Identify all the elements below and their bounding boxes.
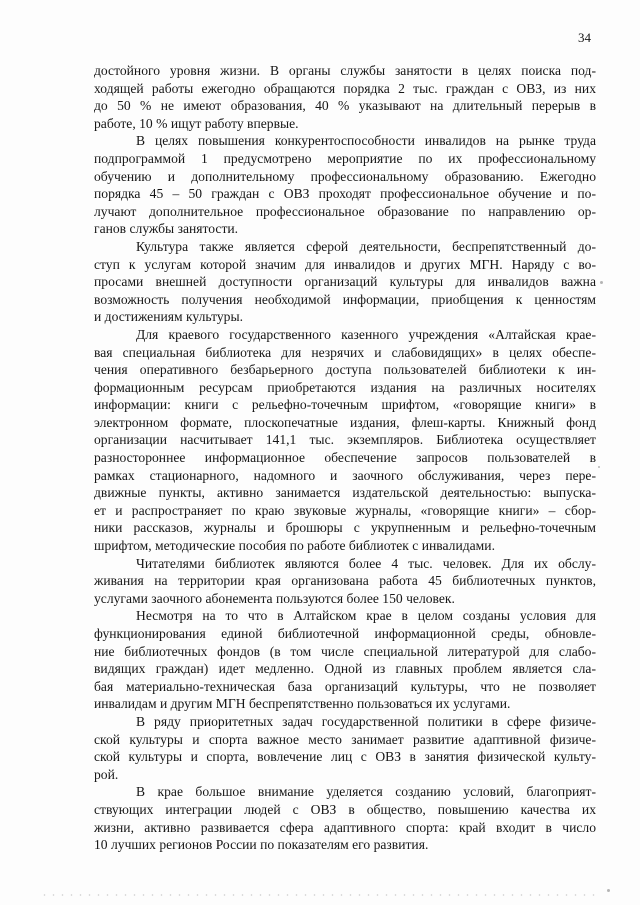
text-line: обучению и дополнительному профессиональному образованию. Ежегодно [94,168,596,184]
paragraph [94,555,596,608]
text-line: ступ к услугам которой значим для инвалидов и других МГН. Наряду с во- [94,256,596,272]
text-line: жизни, активно развивается сфера адаптивного спорта: край входит в число [94,819,596,835]
text-line: лучают дополнительное профессиональное образование по направлению ор- [94,203,596,219]
text-line: порядка 45 – 50 граждан с ОВЗ проходят профессиональное обучение и по- [94,186,596,202]
text-line: и достижениям культуры. [94,309,243,325]
text-line: организации насчитывает 141,1 тыс. экземпляров. Библиотека осуществляет [94,432,596,448]
text-line: Культура также является сферой деятельности, беспрепятственный до- [136,238,596,254]
text-line: ние библиотечных фондов (в том числе специальной литературой для слабо- [94,643,596,659]
text-line: функционирования единой библиотечной информационной среды, обновле- [94,626,596,641]
text-line: до 50 % не имеют образования, 40 % указывают на длительный перерыв в [94,98,596,114]
text-line: ской культуры и спорта важное место занимает развитие адаптивной физиче- [94,731,596,747]
text-line: ет и распространяет по краю звуковые журналы, «говорящие книги» – сбор- [94,502,596,518]
scan-speck [600,281,603,284]
text-line: Несмотря на то что в Алтайском крае в целом созданы условия для [136,608,596,624]
text-line: ходящей работы ежегодно обращаются порядка 2 тыс. граждан с ОВЗ, из них [94,80,596,96]
text-line: В целях повышения конкурентоспособности инвалидов на рынке труда [136,133,596,149]
text-line: рой. [94,766,119,782]
text-line: просами внешней доступности организаций культуры для инвалидов важна [94,274,596,290]
paragraph [94,713,596,783]
text-line: ской культуры и спорта, вовлечение лиц с ОВЗ в занятия физической культу- [94,749,596,765]
text-line: работе, 10 % ищут работу впервые. [94,115,299,131]
text-line: В ряду приоритетных задач государственной политики в сфере физиче- [136,713,596,729]
text-line: вая специальная библиотека для незрячих и слабовидящих» в целях обеспе- [94,344,596,360]
text-line: инвалидам и другим МГН беспрепятственно пользоваться их услугами. [94,696,511,712]
text-line: разностороннее информационное обеспечение запросов пользователей в [94,450,596,466]
paragraph [94,326,596,555]
scan-speck [598,466,600,468]
text-line: достойного уровня жизни. В органы службы занятости в целях поиска под- [94,63,596,78]
text-line: шрифтом, методические пособия по работе библиотек с инвалидами. [94,538,495,554]
text-line: Для краевого государственного казенного учреждения «Алтайская крае- [136,326,596,342]
text-line: услугами заочного абонемента пользуются более 150 человек. [94,590,455,606]
paragraph [94,607,596,713]
paragraph [94,783,596,853]
scan-speck [607,889,610,892]
paragraph [94,62,596,132]
text-line: чения оперативного безбарьерного доступа пользователей библиотеки к ин- [94,362,596,378]
text-line: электронном формате, плоскопечатные издания, флеш-карты. Книжный фонд [94,414,596,430]
text-line: видящих граждан) идет медленно. Одной из главных проблем является сла- [94,661,596,677]
paragraph [94,132,596,238]
scan-noise-strip [40,893,600,897]
text-line: 10 лучших регионов России по показателям его развития. [94,837,429,853]
text-line: рамках стационарного, надомного и заочного обслуживания, через пере- [94,467,596,483]
text-line: ники рассказов, журналы и брошюры с укрупненным и рельефно-точечным [94,520,596,536]
text-line: подпрограммой 1 предусмотрено мероприятие по их профессиональному [94,150,596,166]
text-line: Читателями библиотек являются более 4 тыс. человек. Для их обслу- [136,555,596,571]
text-line: бая материально-техническая база организаций культуры, что не позволяет [94,678,596,694]
paragraph [94,238,596,326]
text-line: возможность получения необходимой информации, приобщения к ценностям [94,291,596,307]
text-line: движные пункты, активно занимается издательской деятельностью: выпуска- [94,485,596,501]
page-number: 34 [578,30,591,45]
text-line: В крае большое внимание уделяется созданию условий, благоприят- [136,784,596,800]
text-line: информации: книги с рельефно-точечным шрифтом, «говорящие книги» в [94,397,596,413]
text-line: формационным ресурсам приобретаются издания на различных носителях [94,379,596,395]
text-line: ганов службы занятости. [94,221,239,237]
text-line: ствующих интеграции людей с ОВЗ в общество, повышению качества их [94,801,596,817]
body-text [94,62,596,854]
text-line: живания на территории края организована работа 45 библиотечных пунктов, [94,573,596,589]
